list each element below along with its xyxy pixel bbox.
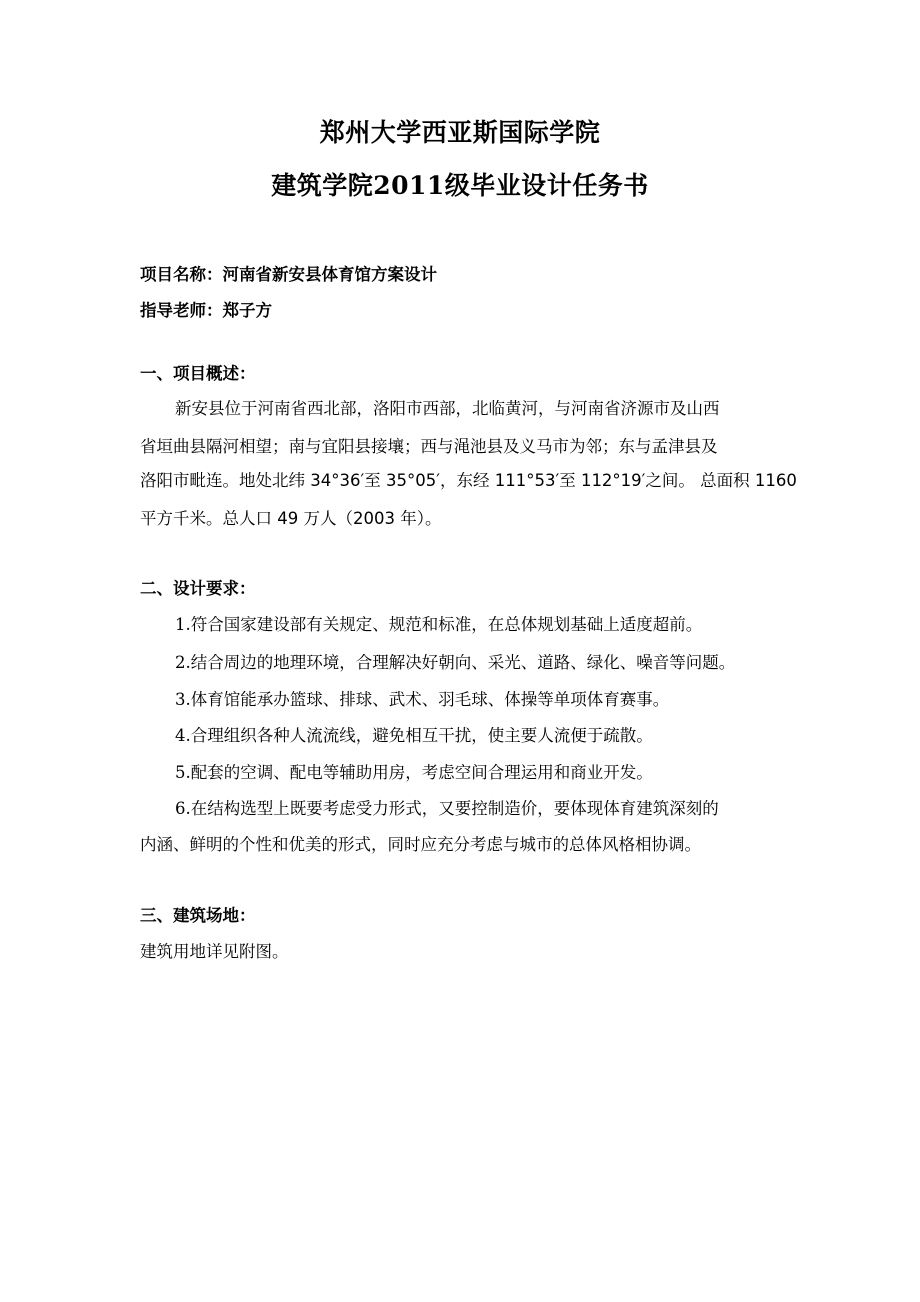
section-heading-site: 三、建筑场地：: [140, 906, 256, 925]
overview-line: 洛阳市毗连。地处北纬 34°36′至 35°05′，东经 111°53′至 112°19′之间。 总面积 1160: [140, 471, 797, 490]
requirement-item: 3.体育馆能承办篮球、排球、武术、羽毛球、体操等单项体育赛事。: [175, 690, 670, 709]
requirement-item: 4.合理组织各种人流流线，避免相互干扰，使主要人流便于疏散。: [175, 726, 653, 745]
project-name: 项目名称：河南省新安县体育馆方案设计: [140, 265, 437, 284]
requirement-item: 2.结合周边的地理环境，合理解决好朝向、采光、道路、绿化、噪音等问题。: [175, 653, 736, 672]
section-heading-requirements: 二、设计要求：: [140, 579, 256, 598]
overview-line: 省垣曲县隔河相望；南与宜阳县接壤；西与渑池县及义马市为邻；东与孟津县及: [140, 437, 718, 456]
project-advisor: 指导老师：郑子方: [140, 301, 272, 320]
requirement-item: 5.配套的空调、配电等辅助用房，考虑空间合理运用和商业开发。: [175, 763, 653, 782]
overview-line: 平方千米。总人口 49 万人（2003 年）。: [140, 509, 442, 528]
requirement-item-continued: 内涵、鲜明的个性和优美的形式，同时应充分考虑与城市的总体风格相协调。: [140, 835, 701, 854]
section-heading-overview: 一、项目概述：: [140, 364, 256, 383]
document-title-school: 郑州大学西亚斯国际学院: [319, 118, 601, 147]
requirement-item: 6.在结构选型上既要考虑受力形式，又要控制造价，要体现体育建筑深刻的: [175, 799, 719, 818]
site-line: 建筑用地详见附图。: [140, 942, 289, 961]
requirement-item: 1.符合国家建设部有关规定、规范和标准，在总体规划基础上适度超前。: [175, 615, 703, 634]
overview-line: 新安县位于河南省西北部，洛阳市西部，北临黄河，与河南省济源市及山西: [175, 399, 720, 418]
document-title-task: 建筑学院2011级毕业设计任务书: [271, 171, 649, 200]
